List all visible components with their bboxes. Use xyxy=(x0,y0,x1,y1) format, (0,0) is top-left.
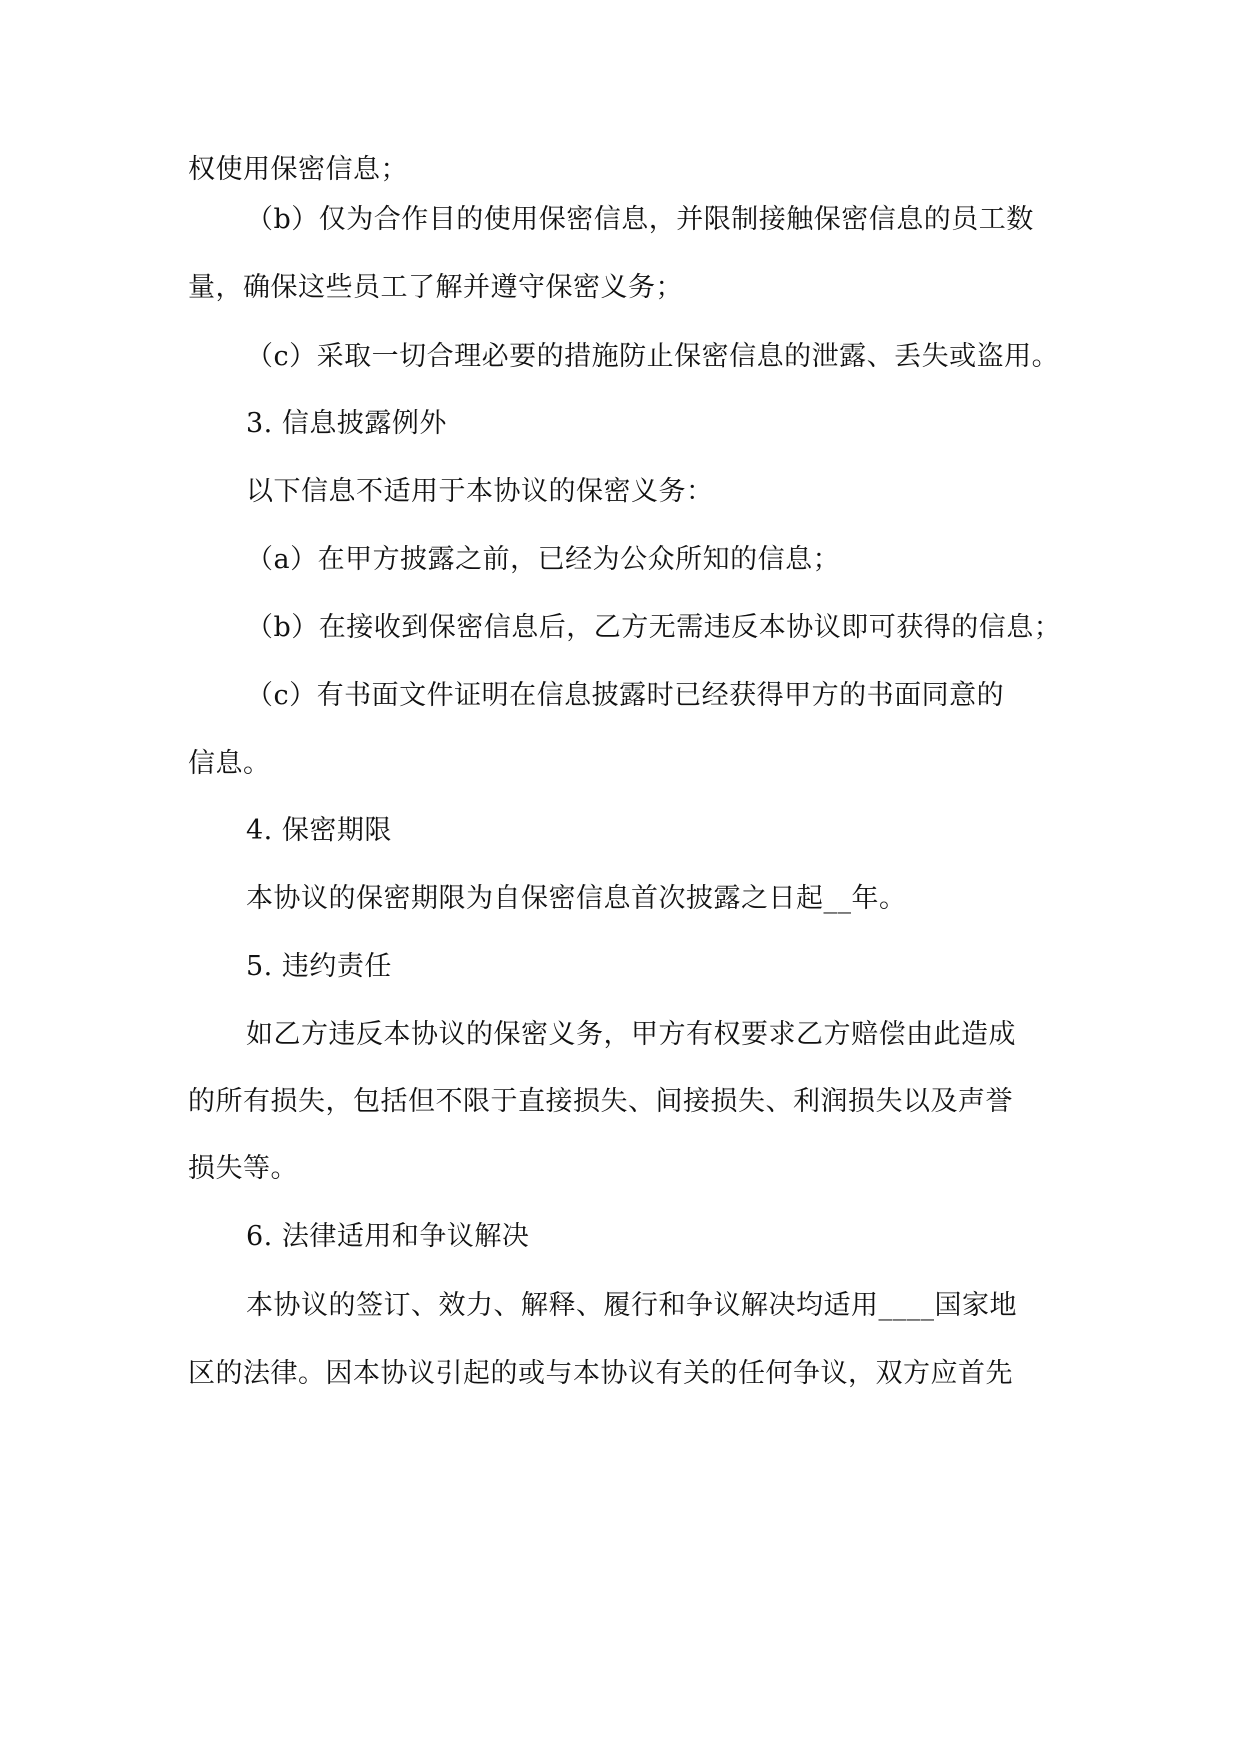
section-heading-6: 6. 法律适用和争议解决 xyxy=(246,1221,530,1252)
text-line-10: 信息。 xyxy=(188,748,271,779)
text-line-3: 量，确保这些员工了解并遵守保密义务； xyxy=(188,272,683,303)
text-line-2: （b）仅为合作目的使用保密信息，并限制接触保密信息的员工数 xyxy=(246,204,1034,235)
text-line-14: 如乙方违反本协议的保密义务，甲方有权要求乙方赔偿由此造成 xyxy=(246,1019,1016,1050)
text-line-12: 本协议的保密期限为自保密信息首次披露之日起__年。 xyxy=(246,883,907,914)
text-line-15: 的所有损失，包括但不限于直接损失、间接损失、利润损失以及声誉 xyxy=(188,1086,1013,1117)
text-line-9: （c）有书面文件证明在信息披露时已经获得甲方的书面同意的 xyxy=(246,680,1005,711)
text-line-1: 权使用保密信息； xyxy=(188,154,408,185)
text-line-6: 以下信息不适用于本协议的保密义务： xyxy=(246,476,714,507)
text-line-4: （c）采取一切合理必要的措施防止保密信息的泄露、丢失或盗用。 xyxy=(246,341,1060,372)
text-line-8: （b）在接收到保密信息后，乙方无需违反本协议即可获得的信息； xyxy=(246,612,1062,643)
text-line-18: 本协议的签订、效力、解释、履行和争议解决均适用____国家地 xyxy=(246,1290,1017,1321)
section-heading-4: 4. 保密期限 xyxy=(246,815,392,846)
text-line-16: 损失等。 xyxy=(188,1153,298,1184)
section-heading-3: 3. 信息披露例外 xyxy=(246,408,447,439)
text-line-7: （a）在甲方披露之前，已经为公众所知的信息； xyxy=(246,544,841,575)
section-heading-5: 5. 违约责任 xyxy=(246,951,392,982)
text-line-19: 区的法律。因本协议引起的或与本协议有关的任何争议，双方应首先 xyxy=(188,1358,1013,1389)
